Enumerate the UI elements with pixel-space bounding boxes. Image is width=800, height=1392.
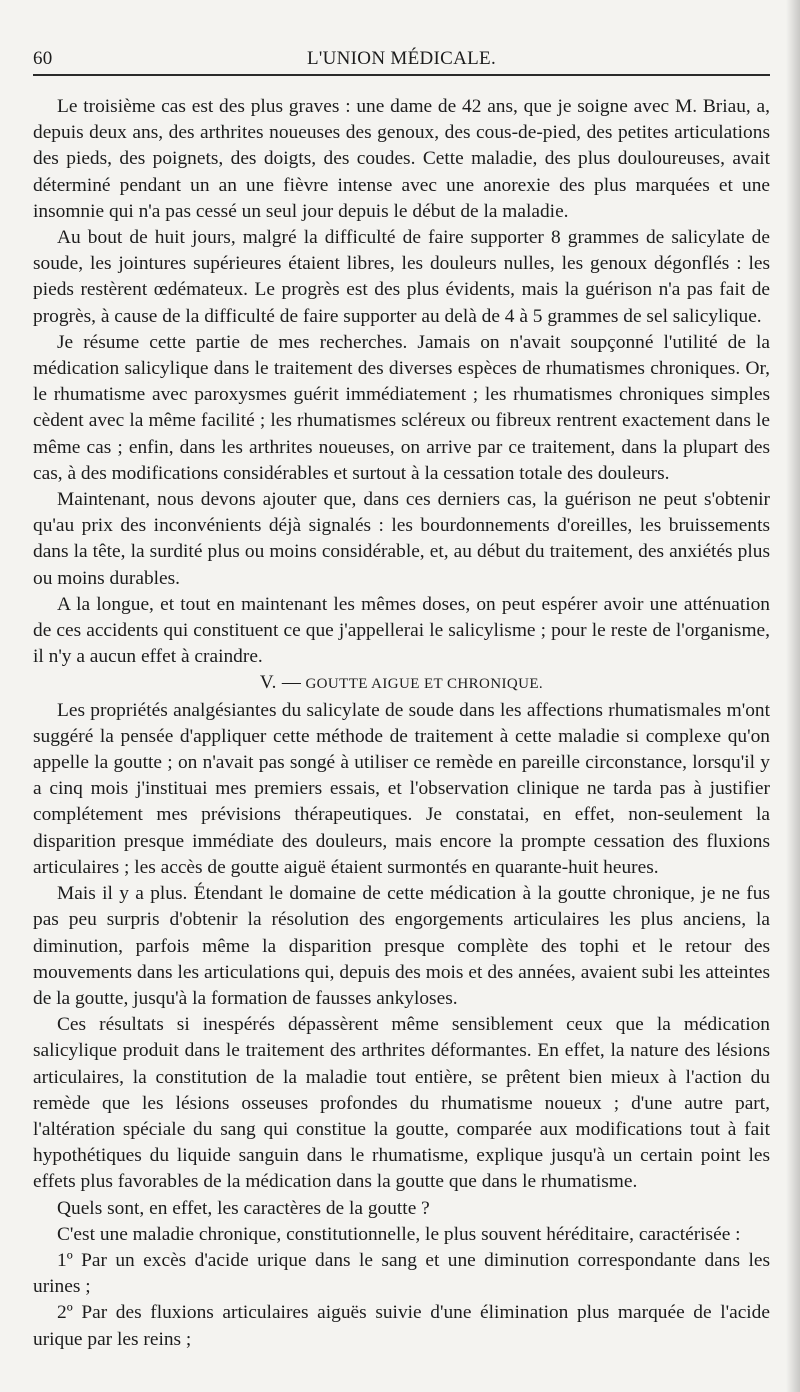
list-item: 1º Par un excès d'acide urique dans le sang et une diminution correspondante dans les urines ; — [33, 1249, 770, 1298]
paragraph: A la longue, et tout en maintenant les mêmes doses, on peut espérer avoir une atténuation de ces accidents qui constituent ce que j'appellerai le salicylisme ; pour le reste de l'organisme, il n'y a aucun effet à craindre. — [33, 593, 770, 668]
section-heading — [33, 670, 770, 697]
paragraph: Mais il y a plus. Étendant le domaine de cette médication à la goutte chronique, je ne fus pas peu surpris d'obtenir la résolution des engorgements articulaires les plus anciens, la diminution, parfois même la disparition presque complète des tophi et le retour des mouvements dans les articulations qui, depuis des mois et des années, avaient subi les atteintes de la goutte, jusqu'à la formation de fausses ankyloses. — [33, 883, 770, 1009]
paragraph: Au bout de huit jours, malgré la difficulté de faire supporter 8 grammes de salicylate de soude, les jointures supérieures étaient libres, les douleurs nulles, les genoux dégonflés : les pieds restèrent œdémateux. Le progrès est des plus évidents, mais la guérison n'a pas fait de progrès, à cause de la difficulté de faire supporter au delà de 4 à 5 grammes de sel salicylique. — [33, 227, 770, 327]
body-text — [33, 94, 770, 1353]
paragraph: Les propriétés analgésiantes du salicylate de soude dans les affections rhumatismales m'ont suggéré la pensée d'appliquer cette méthode de traitement à cette maladie si complexe qu'on appelle la goutte ; on n'avait pas songé à utiliser ce remède en pareille circonstance, lorsqu'il y a cinq mois j'instituai mes premiers essais, et l'observation clinique ne tarda pas à justifier complétement mes prévisions thérapeutiques. Je constatai, en effet, non-seulement la disparition presque immédiate des douleurs, mais encore la prompte cessation des fluxions articulaires ; les accès de goutte aiguë étaient surmontés en quarante-huit heures. — [33, 699, 770, 878]
paragraph: Je résume cette partie de mes recherches. Jamais on n'avait soupçonné l'utilité de la médication salicylique dans le traitement des diverses espèces de rhumatismes chroniques. Or, le rhumatisme avec paroxysmes guérit immédiatement ; les rhumatismes chroniques simples cèdent avec la même facilité ; les rhumatismes scléreux ou fibreux rentrent exactement dans le même cas ; enfin, dans les arthrites noueuses, on arrive par ce traitement, dans la plupart des cas, à des modifications considérables et surtout à la cessation totale des douleurs. — [33, 331, 770, 484]
paragraph: Ces résultats si inespérés dépassèrent même sensiblement ceux que la médication salicylique produit dans le traitement des arthrites déformantes. En effet, la nature des lésions articulaires, la constitution de la maladie tout entière, se prêtent bien mieux à l'action du remède que les lésions osseuses profondes du rhumatisme noueux ; d'une autre part, l'altération spéciale du sang qui constitue la goutte, comparée aux modifications tout à fait hypothétiques du liquide sanguin dans le rhumatisme, explique jusqu'à un certain point les effets plus favorables de la médication dans la goutte que dans le rhumatisme. — [33, 1014, 770, 1193]
page-edge-shadow — [786, 0, 800, 1392]
paragraph: C'est une maladie chronique, constitutionnelle, le plus souvent héréditaire, caractérisée : — [57, 1223, 741, 1245]
running-title: L'UNION MÉDICALE. — [307, 48, 496, 69]
paragraph: Maintenant, nous devons ajouter que, dans ces derniers cas, la guérison ne peut s'obtenir qu'au prix des inconvénients déjà signalés : les bourdonnements d'oreilles, les bruissements dans la tête, la surdité plus ou moins considérable, et, au début du traitement, des anxiétés plus ou moins durables. — [33, 489, 770, 589]
header-rule — [33, 74, 770, 76]
section-number: V. — — [259, 672, 302, 694]
list-item: 2º Par des fluxions articulaires aiguës suivie d'une élimination plus marquée de l'acide urique par les reins ; — [33, 1302, 770, 1350]
paragraph: Quels sont, en effet, les caractères de la goutte ? — [57, 1197, 430, 1219]
section-title: GOUTTE AIGUE ET CHRONIQUE. — [305, 676, 544, 693]
page-number: 60 — [33, 48, 53, 69]
paragraph: Le troisième cas est des plus graves : une dame de 42 ans, que je soigne avec M. Briau, a, depuis deux ans, des arthrites noueuses des genoux, des cous-de-pied, des petites articulations des pieds, des poignets, des doigts, des coudes. Cette maladie, des plus douloureuses, avait déterminé pendant un an une fièvre intense avec une anorexie des plus marquées et une insomnie qui n'a pas cessé un seul jour depuis le début de la maladie. — [33, 96, 770, 222]
